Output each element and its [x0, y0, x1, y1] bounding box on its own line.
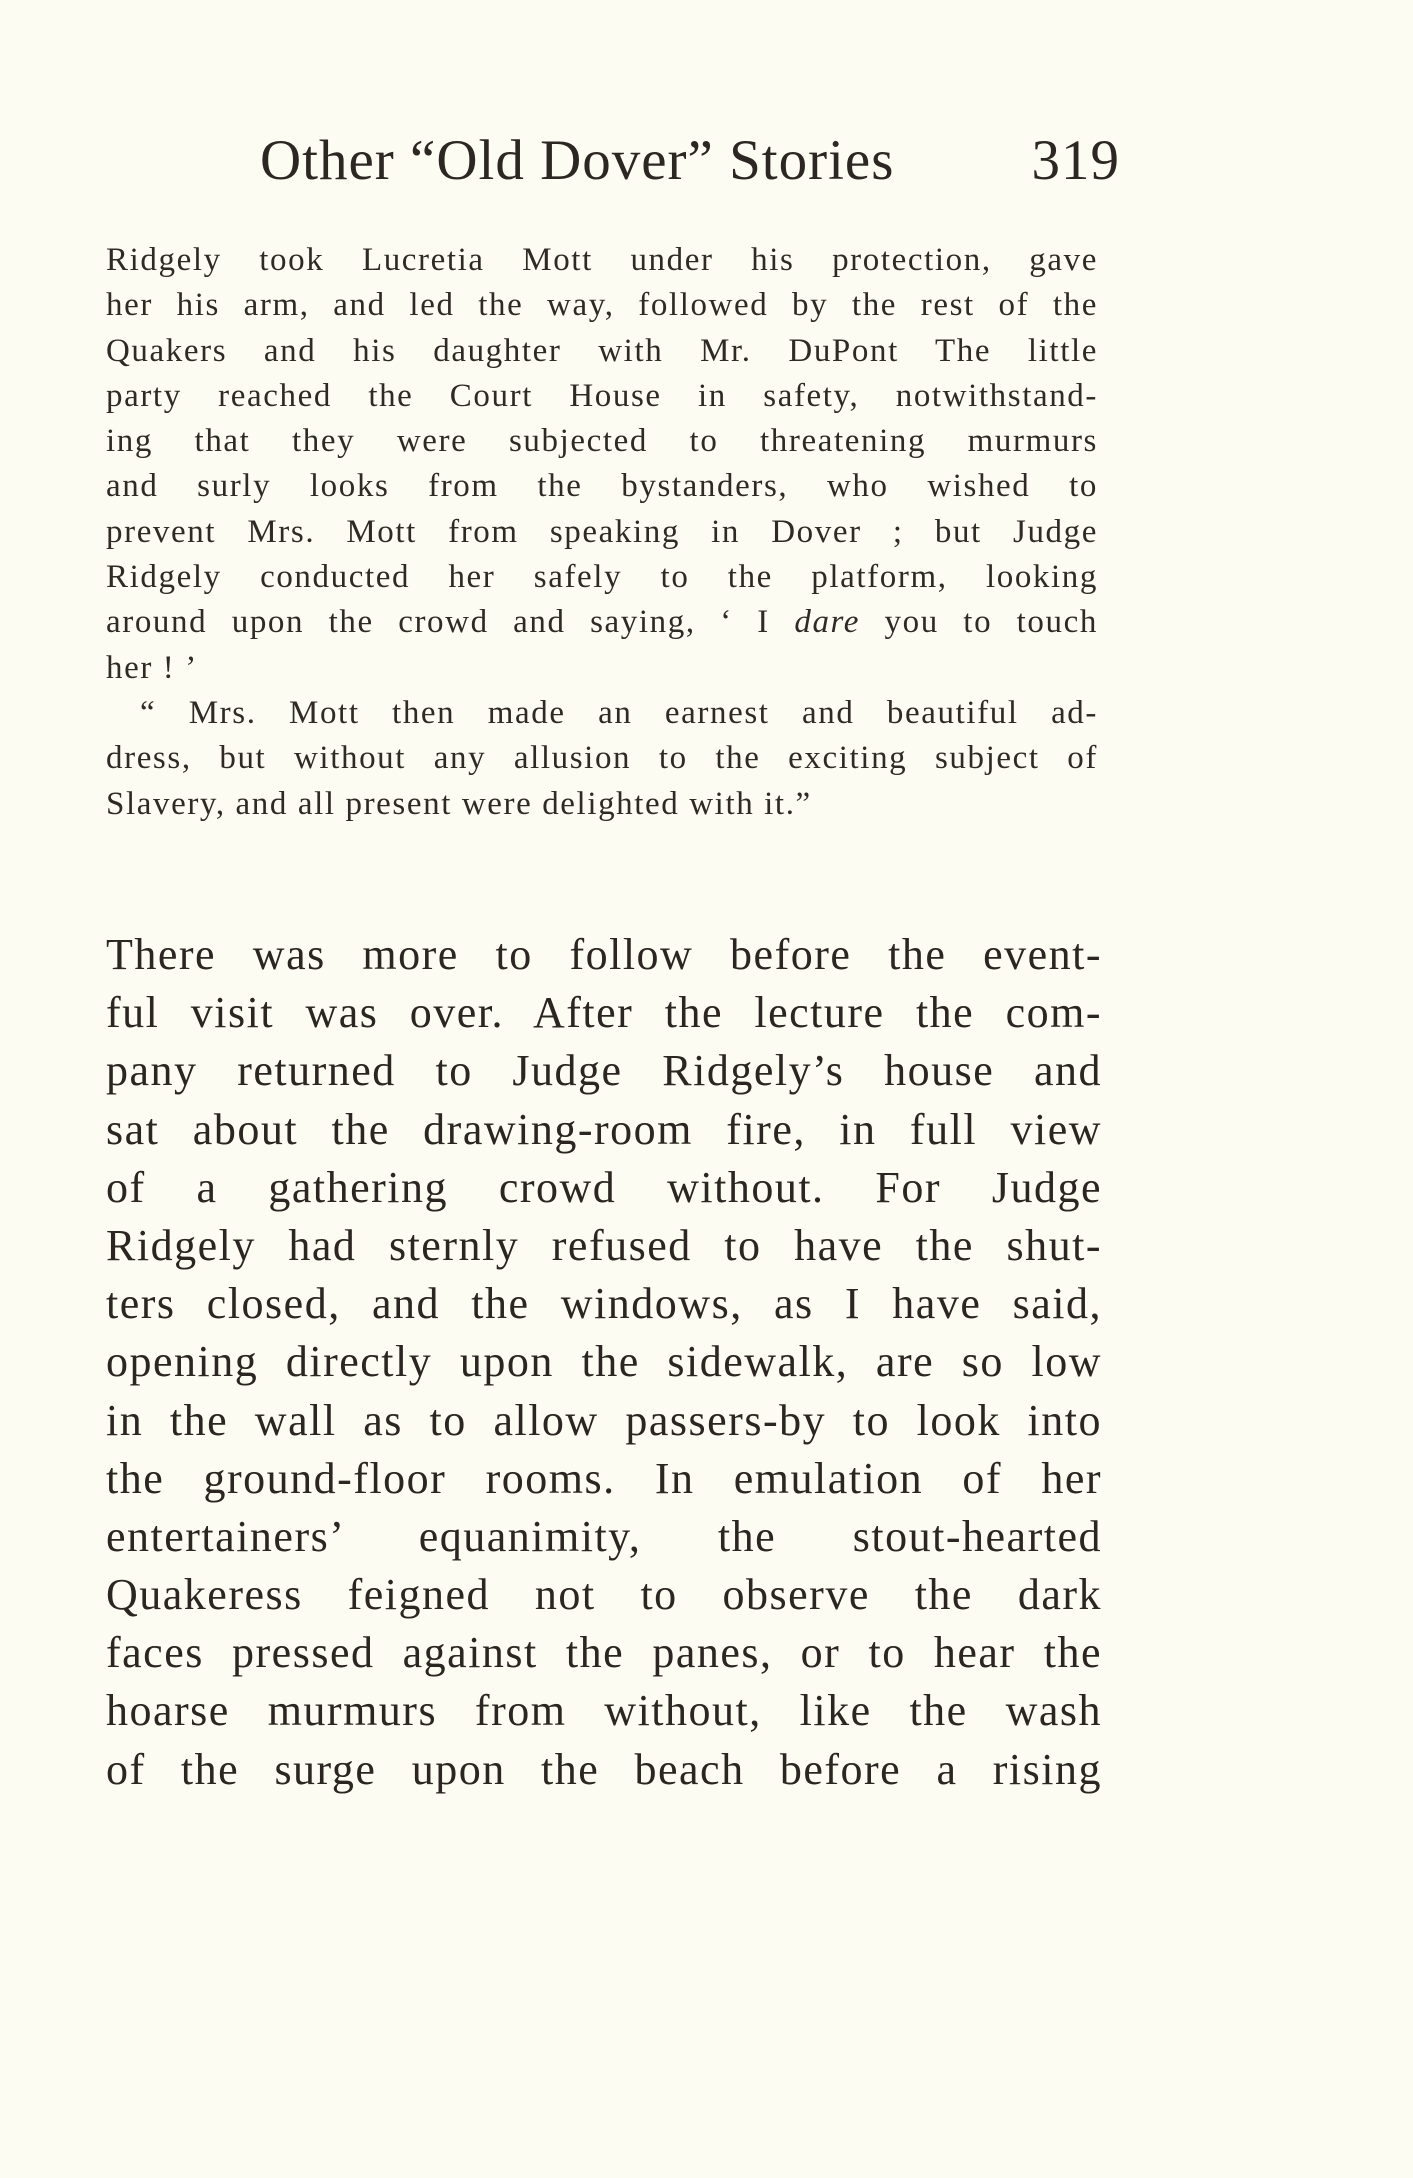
- quote-line: “ Mrs. Mott then made an earnest and beautiful ad-: [140, 694, 1098, 731]
- quote-line: her ! ’: [106, 649, 198, 686]
- body-line: in the wall as to allow passers-by to look into: [106, 1395, 1102, 1445]
- body-line: There was more to follow before the event-: [106, 930, 1102, 979]
- quoted-passage: [106, 238, 1098, 827]
- quote-line: Ridgely took Lucretia Mott under his protection, gave: [106, 242, 1098, 278]
- body-line: Quakeress feigned not to observe the dark: [106, 1570, 1102, 1620]
- quote-line: Ridgely conducted her safely to the platform, looking: [106, 559, 1098, 596]
- quote-line: Quakers and his daughter with Mr. DuPont The little: [106, 332, 1098, 369]
- emphasized-word: dare: [794, 604, 861, 641]
- body-line: ters closed, and the windows, as I have said,: [106, 1279, 1102, 1329]
- body-line: sat about the drawing-room fire, in full view: [106, 1104, 1102, 1154]
- body-line: entertainers’ equanimity, the stout-hearted: [106, 1511, 1102, 1561]
- quote-line: [106, 600, 1098, 645]
- body-line: opening directly upon the sidewalk, are so low: [106, 1337, 1102, 1387]
- quote-line-part: you to touch: [860, 604, 1098, 641]
- body-line: the ground-floor rooms. In emulation of her: [106, 1453, 1102, 1503]
- quote-line: Slavery, and all present were delighted with it.”: [106, 785, 812, 822]
- quote-line: party reached the Court House in safety, notwithstand-: [106, 377, 1098, 414]
- quote-line: and surly looks from the bystanders, who wished to: [106, 468, 1098, 505]
- running-head-title: Other “Old Dover” Stories: [260, 129, 895, 192]
- body-paragraph: [106, 926, 1102, 1799]
- body-line: hoarse murmurs from without, like the wash: [106, 1686, 1102, 1736]
- quote-line: dress, but without any allusion to the exciting subject of: [106, 740, 1098, 777]
- body-line: of the surge upon the beach before a rising: [106, 1744, 1102, 1794]
- quote-line: prevent Mrs. Mott from speaking in Dover ; but Judge: [106, 513, 1098, 550]
- body-line: faces pressed against the panes, or to hear the: [106, 1628, 1102, 1678]
- body-line: ful visit was over. After the lecture the com-: [106, 988, 1102, 1038]
- body-line: of a gathering crowd without. For Judge: [106, 1162, 1102, 1212]
- quote-line-part: around upon the crowd and saying, ‘ I: [106, 604, 795, 641]
- quote-line: ing that they were subjected to threatening murmurs: [106, 423, 1098, 460]
- running-head: [260, 128, 1120, 198]
- page-number: 319: [1031, 129, 1120, 192]
- body-line: pany returned to Judge Ridgely’s house and: [106, 1046, 1102, 1096]
- body-line: Ridgely had sternly refused to have the shut-: [106, 1220, 1102, 1270]
- quote-line: her his arm, and led the way, followed by the rest of the: [106, 287, 1098, 324]
